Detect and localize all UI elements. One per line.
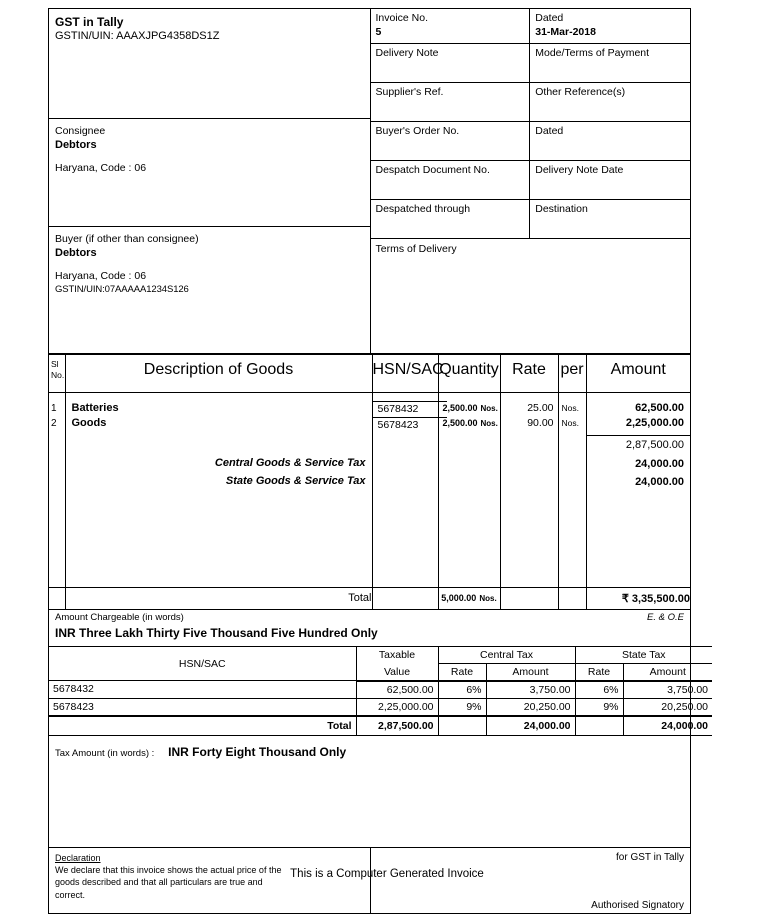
row-rate: 25.00 <box>527 401 554 414</box>
other-reference-label: Other Reference(s) <box>535 86 626 98</box>
goods-header-sl-line2: No. <box>51 370 65 380</box>
mode-terms-cell <box>530 44 690 82</box>
tax-line-amount: 24,000.00 <box>635 475 684 488</box>
hsn-total-taxable: 2,87,500.00 <box>356 716 438 736</box>
total-per-cell <box>558 587 586 609</box>
hsn-row-code: 5678423 <box>49 698 356 716</box>
parties-column <box>49 9 371 353</box>
invoice-document <box>48 8 709 914</box>
row-quantity <box>439 416 500 431</box>
hsn-header-row-1 <box>49 647 712 664</box>
buyer-spacer <box>55 261 370 269</box>
hsn-total-central-amount: 24,000.00 <box>486 716 575 736</box>
tax-amount-words-block <box>49 736 690 848</box>
buyers-order-dated-label: Dated <box>535 125 564 137</box>
signature-cell <box>371 848 690 913</box>
declaration-line-1: We declare that this invoice shows the actual price of the <box>55 864 282 875</box>
goods-total-row <box>49 587 690 609</box>
despatched-through-label: Despatched through <box>375 203 471 215</box>
hsn-row <box>49 698 712 716</box>
hsn-row-code: 5678432 <box>49 681 356 699</box>
delivery-note-label: Delivery Note <box>375 47 439 59</box>
goods-header-sl-line1: Sl <box>51 359 59 369</box>
row-quantity-unit: Nos. <box>480 403 498 413</box>
invoice-header-block <box>49 9 690 353</box>
tax-line-label: State Goods & Service Tax <box>225 474 366 487</box>
ref-row-invoice <box>371 9 691 44</box>
terms-of-delivery-cell <box>371 239 691 353</box>
tax-amount-words-label: Tax Amount (in words) : <box>55 747 155 759</box>
row-amount: 62,500.00 <box>635 401 684 414</box>
dated-label: Dated <box>535 12 564 24</box>
eoe-label: E. & O.E <box>647 612 684 623</box>
row-description: Goods <box>71 416 107 429</box>
amt-pad <box>587 393 691 401</box>
hsn-header-hsn: HSN/SAC <box>49 647 356 681</box>
goods-header-description: Description of Goods <box>65 354 372 392</box>
buyers-order-label: Buyer's Order No. <box>375 125 460 137</box>
for-company-label: for GST in Tally <box>616 851 684 863</box>
row-per: Nos. <box>561 402 579 413</box>
tax-line-amount: 24,000.00 <box>635 457 684 470</box>
declaration-text-cell <box>49 848 371 913</box>
rate-pad <box>501 393 558 401</box>
suppliers-ref-label: Supplier's Ref. <box>375 86 444 98</box>
per-pad <box>559 393 586 401</box>
sl-pad <box>49 393 65 401</box>
hsn-total-state-rate <box>575 716 623 736</box>
total-hsn-cell <box>372 587 438 609</box>
hsn-header-taxable: Taxable <box>356 647 438 664</box>
buyer-label: Buyer (if other than consignee) <box>55 233 199 245</box>
hsn-row-state-rate: 9% <box>575 698 623 716</box>
total-sl-cell <box>49 587 65 609</box>
goods-header-quantity: Quantity <box>438 354 500 392</box>
hsn-total-central-rate <box>438 716 486 736</box>
ref-row-suppliers-ref <box>371 83 691 122</box>
row-rate: 90.00 <box>527 416 554 429</box>
ref-row-despatched-through <box>371 200 691 239</box>
references-column <box>371 9 691 353</box>
amount-chargeable-head <box>55 612 684 623</box>
goods-header-hsn: HSN/SAC <box>372 354 438 392</box>
hsn-summary-table <box>49 646 712 736</box>
hsn-row-taxable-value: 2,25,000.00 <box>356 698 438 716</box>
seller-block <box>49 9 370 119</box>
ref-row-delivery-note <box>371 44 691 83</box>
goods-subtotal-amount: 2,87,500.00 <box>587 435 691 455</box>
amt-blank-fill <box>587 491 691 587</box>
goods-total-quantity <box>438 587 500 609</box>
consignee-name: Debtors <box>55 139 97 151</box>
declaration-title: Declaration <box>55 852 101 863</box>
consignee-block <box>49 119 370 227</box>
hsn-row-central-amount: 20,250.00 <box>486 698 575 716</box>
desc-subtotal-spacer <box>66 435 372 454</box>
row-quantity-value: 2,500.00 <box>442 402 478 413</box>
hsn-row-central-rate: 6% <box>438 681 486 699</box>
buyer-gstin: GSTIN/UIN:07AAAAA1234S126 <box>55 284 189 295</box>
goods-col-amount <box>586 392 690 587</box>
destination-label: Destination <box>535 203 588 215</box>
delivery-note-cell <box>371 44 531 82</box>
row-quantity-value: 2,500.00 <box>442 417 478 428</box>
goods-body-row <box>49 392 690 587</box>
desc-pad <box>66 393 372 401</box>
tax-amount-words-value: INR Forty Eight Thousand Only <box>168 744 347 759</box>
goods-header-rate: Rate <box>500 354 558 392</box>
buyers-order-cell <box>371 122 531 160</box>
authorised-signatory-label: Authorised Signatory <box>591 899 684 911</box>
delivery-note-date-cell <box>530 161 690 199</box>
consignee-label: Consignee <box>55 125 106 137</box>
despatch-doc-cell <box>371 161 531 199</box>
goods-col-rate <box>500 392 558 587</box>
hsn-header-state-amount: Amount <box>623 664 712 681</box>
despatch-doc-label: Despatch Document No. <box>375 164 490 176</box>
footer-note: This is a Computer Generated Invoice <box>290 868 484 880</box>
declaration-line-2: goods described and that all particulars are true and <box>55 877 263 887</box>
seller-gstin: GSTIN/UIN: AAAXJPG4358DS1Z <box>55 30 220 42</box>
hsn-row-state-amount: 20,250.00 <box>623 698 712 716</box>
amount-chargeable-label: Amount Chargeable (in words) <box>55 612 184 623</box>
goods-col-description <box>65 392 372 587</box>
despatched-through-cell <box>371 200 531 238</box>
goods-col-sl <box>49 392 65 587</box>
seller-name: GST in Tally <box>55 15 124 29</box>
ref-row-buyers-order <box>371 122 691 161</box>
hsn-row-central-rate: 9% <box>438 698 486 716</box>
tax-line-label: Central Goods & Service Tax <box>214 456 366 469</box>
hsn-header-value: Value <box>356 664 438 681</box>
invoice-no-cell <box>371 9 531 43</box>
hsn-total-row <box>49 716 712 736</box>
hsn-header-central-rate: Rate <box>438 664 486 681</box>
goods-total-label: Total <box>65 587 372 609</box>
buyer-name: Debtors <box>55 247 97 259</box>
goods-col-per <box>558 392 586 587</box>
row-quantity-unit: Nos. <box>480 418 498 428</box>
dated-cell <box>530 9 690 43</box>
hsn-row-taxable-value: 62,500.00 <box>356 681 438 699</box>
hsn-total-label: Total <box>49 716 356 736</box>
total-rate-cell <box>500 587 558 609</box>
goods-header-amount: Amount <box>586 354 690 392</box>
hsn-row-central-amount: 3,750.00 <box>486 681 575 699</box>
invoice-no-value: 5 <box>375 26 382 38</box>
destination-cell <box>530 200 690 238</box>
amount-chargeable-block <box>49 609 690 646</box>
declaration-block <box>49 848 690 913</box>
goods-col-quantity <box>438 392 500 587</box>
mode-terms-label: Mode/Terms of Payment <box>535 47 650 59</box>
consignee-spacer <box>55 153 370 161</box>
consignee-address: Haryana, Code : 06 <box>55 162 147 174</box>
row-description: Batteries <box>71 401 119 414</box>
qty-pad <box>439 393 500 401</box>
goods-table <box>49 353 690 609</box>
dated-value: 31-Mar-2018 <box>535 26 596 38</box>
row-quantity <box>439 401 500 416</box>
hsn-total-state-amount: 24,000.00 <box>623 716 712 736</box>
hsn-row-state-rate: 6% <box>575 681 623 699</box>
hsn-header-central-tax: Central Tax <box>438 647 575 664</box>
suppliers-ref-cell <box>371 83 531 121</box>
buyers-order-dated-cell <box>530 122 690 160</box>
goods-total-amount: ₹ 3,35,500.00 <box>586 587 690 609</box>
goods-col-hsn <box>372 392 438 587</box>
row-amount: 2,25,000.00 <box>625 416 684 429</box>
row-sl: 1 <box>51 402 57 414</box>
amount-chargeable-value: INR Three Lakh Thirty Five Thousand Five Hundred Only <box>55 626 378 640</box>
goods-header-per: per <box>558 354 586 392</box>
terms-of-delivery-label: Terms of Delivery <box>375 243 457 255</box>
goods-total-quantity-value: 5,000.00 <box>441 593 477 604</box>
goods-header-row <box>49 354 690 392</box>
hsn-row <box>49 681 712 699</box>
invoice-no-label: Invoice No. <box>375 12 429 24</box>
hsn-row-state-amount: 3,750.00 <box>623 681 712 699</box>
declaration-line-3: correct. <box>55 889 86 900</box>
delivery-note-date-label: Delivery Note Date <box>535 164 624 176</box>
hsn-header-state-tax: State Tax <box>575 647 712 664</box>
buyer-block <box>49 227 370 333</box>
desc-blank-fill <box>66 490 372 586</box>
hsn-pad <box>373 393 438 401</box>
hsn-header-central-amount: Amount <box>486 664 575 681</box>
row-per: Nos. <box>561 417 579 428</box>
goods-total-quantity-unit: Nos. <box>479 594 497 604</box>
hsn-header-state-rate: Rate <box>575 664 623 681</box>
buyer-address: Haryana, Code : 06 <box>55 270 147 282</box>
row-sl: 2 <box>51 417 57 429</box>
other-reference-cell <box>530 83 690 121</box>
row-hsn: 5678432 <box>373 401 447 417</box>
row-hsn: 5678423 <box>373 417 447 433</box>
goods-header-sl <box>49 354 65 392</box>
ref-row-despatch-doc <box>371 161 691 200</box>
